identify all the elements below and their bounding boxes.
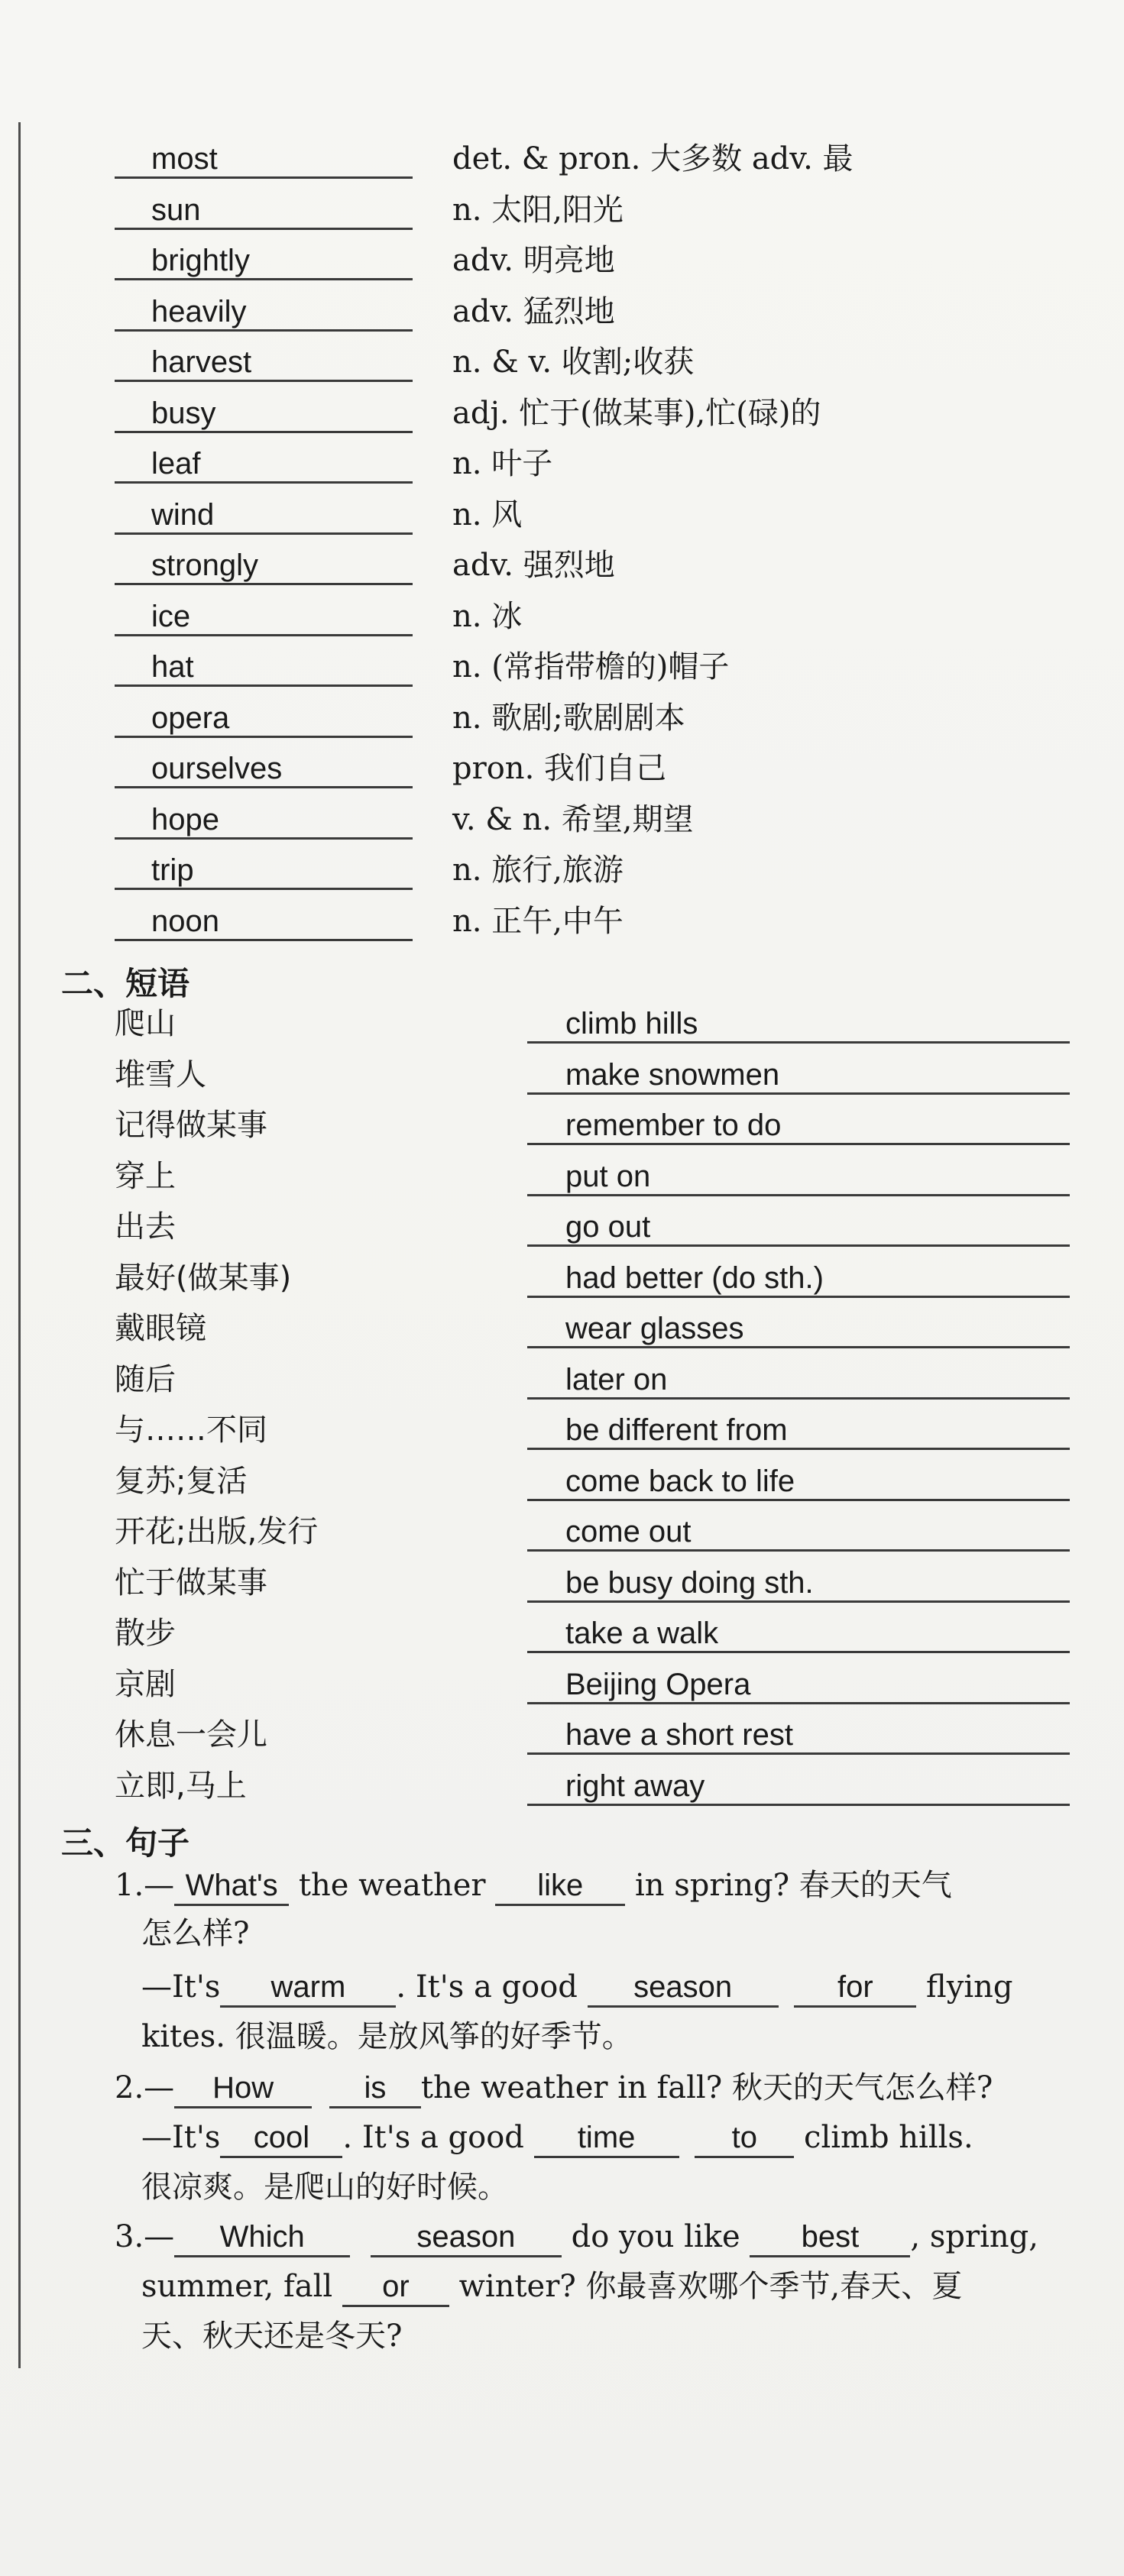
phrase-row	[0, 1662, 1124, 1713]
phrase-english: be different from	[527, 1410, 1070, 1450]
vocab-row	[0, 441, 1124, 492]
phrase-row	[0, 1102, 1124, 1154]
answer-blank: season	[588, 1969, 779, 2008]
phrase-row	[0, 1052, 1124, 1103]
phrase-english: had better (do sth.)	[527, 1258, 1070, 1298]
sentence-number: 2.—	[115, 2070, 175, 2105]
phrase-chinese: 忙于做某事	[115, 1565, 267, 1600]
vocab-row	[0, 238, 1124, 289]
phrase-chinese: 穿上	[115, 1158, 176, 1194]
phrase-english: come back to life	[527, 1461, 1070, 1501]
phrase-row	[0, 1610, 1124, 1662]
phrase-chinese: 随后	[115, 1361, 176, 1397]
sentence-3-line-3	[141, 2315, 402, 2358]
phrase-english: Beijing Opera	[527, 1665, 1070, 1704]
vocab-word: most	[115, 139, 413, 179]
phrase-english: make snowmen	[527, 1055, 1070, 1095]
phrase-english: have a short rest	[527, 1715, 1070, 1755]
vocab-row	[0, 187, 1124, 238]
vocab-word: trip	[115, 850, 413, 890]
phrase-chinese: 最好(做某事)	[115, 1260, 292, 1296]
answer-blank: like	[495, 1867, 625, 1906]
vocab-word: sun	[115, 190, 413, 230]
vocab-row	[0, 542, 1124, 594]
sentence-text: 天、秋天还是冬天?	[141, 2319, 403, 2354]
vocab-row	[0, 898, 1124, 950]
phrase-english: later on	[527, 1360, 1070, 1400]
sentence-text: do you like	[571, 2219, 740, 2254]
vocab-definition: v. & n. 希望,期望	[452, 801, 694, 837]
sentence-text: . It's a good	[342, 2120, 524, 2155]
sentence-text: 怎么样?	[141, 1916, 250, 1951]
vocab-definition: adv. 明亮地	[452, 243, 615, 278]
sentence-2-line-1	[115, 2066, 993, 2109]
phrase-chinese: 出去	[115, 1209, 176, 1244]
vocab-definition: n. & v. 收割;收获	[452, 345, 695, 380]
sentence-1-line-4	[141, 2015, 633, 2058]
vocab-definition: det. & pron. 大多数 adv. 最	[452, 141, 854, 176]
vocab-definition: pron. 我们自己	[452, 751, 666, 786]
sentence-2-line-3	[141, 2166, 508, 2209]
vocab-row	[0, 644, 1124, 695]
sentence-text: , spring,	[910, 2219, 1038, 2254]
vocab-definition: adv. 猛烈地	[452, 293, 615, 329]
phrase-chinese: 京剧	[115, 1666, 176, 1702]
sentence-text: the weather in fall? 秋天的天气怎么样?	[420, 2070, 993, 2105]
answer-blank: Which	[174, 2218, 350, 2257]
vocab-word: noon	[115, 901, 413, 941]
sentence-1-line-1	[115, 1864, 952, 1907]
vocab-word: opera	[115, 698, 413, 738]
phrase-chinese: 散步	[115, 1616, 176, 1651]
vocab-word: harvest	[115, 342, 413, 382]
vocab-definition: n. 正午,中午	[452, 903, 624, 939]
sentence-text: in spring? 春天的天气	[634, 1868, 952, 1903]
sentence-1-line-3	[141, 1966, 1012, 2008]
answer-blank: best	[750, 2218, 910, 2257]
phrase-row	[0, 1357, 1124, 1408]
sentence-text: winter? 你最喜欢哪个季节,春天、夏	[458, 2269, 963, 2304]
phrase-english: be busy doing sth.	[527, 1563, 1070, 1603]
phrase-row	[0, 1712, 1124, 1763]
phrase-chinese: 爬山	[115, 1006, 176, 1041]
phrase-row	[0, 1306, 1124, 1357]
vocab-row	[0, 492, 1124, 543]
phrase-chinese: 休息一会儿	[115, 1717, 267, 1752]
vocab-row	[0, 136, 1124, 187]
vocab-definition: adv. 强烈地	[452, 548, 615, 583]
phrase-chinese: 戴眼镜	[115, 1311, 206, 1346]
phrase-row	[0, 1407, 1124, 1458]
sentence-text: 很凉爽。是爬山的好时候。	[141, 2170, 508, 2205]
phrase-row	[0, 1204, 1124, 1255]
vocab-row	[0, 746, 1124, 797]
vocab-definition: n. 风	[452, 497, 523, 532]
answer-blank: for	[794, 1969, 916, 2008]
vocab-row	[0, 594, 1124, 645]
sentence-text: —It's	[141, 2120, 221, 2155]
section-title-sentences: 三、句子	[61, 1824, 190, 1862]
vocab-word: hat	[115, 647, 413, 687]
answer-blank: to	[695, 2119, 794, 2158]
vocab-word: strongly	[115, 545, 413, 585]
phrase-chinese: 复苏;复活	[115, 1463, 248, 1499]
sentence-text: . It's a good	[396, 1969, 578, 2005]
sentence-3-line-1	[115, 2215, 1038, 2258]
vocab-row	[0, 339, 1124, 390]
phrase-english: right away	[527, 1766, 1070, 1806]
vocab-definition: n. 叶子	[452, 446, 553, 481]
vocab-row	[0, 289, 1124, 340]
sentence-text: —It's	[141, 1969, 221, 2005]
sentence-3-line-2	[141, 2265, 962, 2308]
vocab-definition: n. 太阳,阳光	[452, 192, 624, 228]
phrase-row	[0, 1458, 1124, 1510]
vocab-row	[0, 797, 1124, 848]
phrase-chinese: 开花;出版,发行	[115, 1514, 319, 1549]
answer-blank: cool	[220, 2119, 342, 2158]
phrase-english: take a walk	[527, 1613, 1070, 1653]
answer-blank: What's	[174, 1867, 289, 1906]
vocab-word: busy	[115, 393, 413, 433]
sentence-text: climb hills.	[804, 2120, 973, 2155]
phrase-english: climb hills	[527, 1004, 1070, 1044]
vocab-word: hope	[115, 800, 413, 840]
sentence-number: 3.—	[115, 2219, 175, 2254]
phrase-row	[0, 1560, 1124, 1611]
vocab-word: brightly	[115, 241, 413, 280]
vocab-word: wind	[115, 495, 413, 535]
vocab-word: heavily	[115, 292, 413, 332]
answer-blank: warm	[220, 1969, 396, 2008]
vocab-word: ourselves	[115, 749, 413, 788]
vocab-definition: n. 歌剧;歌剧剧本	[452, 700, 685, 736]
answer-blank: is	[329, 2070, 421, 2108]
phrase-english: go out	[527, 1207, 1070, 1247]
vocabulary-list	[0, 136, 1124, 949]
sentence-text: summer, fall	[141, 2269, 333, 2304]
section-title-phrases: 二、短语	[61, 965, 190, 1002]
phrase-row	[0, 1255, 1124, 1306]
vocab-row	[0, 847, 1124, 898]
sentence-text: flying	[926, 1969, 1013, 2005]
phrase-english: remember to do	[527, 1105, 1070, 1145]
phrase-row	[0, 1001, 1124, 1052]
vocab-definition: adj. 忙于(做某事),忙(碌)的	[452, 395, 821, 431]
answer-blank: How	[174, 2070, 312, 2108]
vocab-word: leaf	[115, 444, 413, 484]
answer-blank: season	[371, 2218, 562, 2257]
sentence-text: the weather	[298, 1868, 486, 1903]
phrase-row	[0, 1154, 1124, 1205]
phrase-chinese: 立即,马上	[115, 1768, 247, 1804]
vocab-definition: n. 冰	[452, 598, 523, 634]
phrase-chinese: 堆雪人	[115, 1057, 206, 1092]
vocab-word: ice	[115, 597, 413, 636]
vocab-definition: n. (常指带檐的)帽子	[452, 649, 730, 684]
phrase-row	[0, 1509, 1124, 1560]
vocab-definition: n. 旅行,旅游	[452, 853, 624, 888]
sentence-2-line-2	[141, 2116, 973, 2159]
answer-blank: or	[342, 2268, 449, 2307]
vocab-row	[0, 695, 1124, 746]
phrase-row	[0, 1763, 1124, 1814]
phrase-chinese: 与……不同	[115, 1413, 267, 1448]
phrase-english: wear glasses	[527, 1309, 1070, 1348]
phrase-english: put on	[527, 1157, 1070, 1196]
answer-blank: time	[534, 2119, 679, 2158]
sentence-text: kites. 很温暖。是放风筝的好季节。	[141, 2019, 633, 2054]
phrase-list	[0, 1001, 1124, 1814]
sentence-number: 1.—	[115, 1868, 175, 1903]
phrase-english: come out	[527, 1512, 1070, 1552]
sentence-1-line-2	[141, 1912, 249, 1955]
phrase-chinese: 记得做某事	[115, 1108, 267, 1143]
vocab-row	[0, 390, 1124, 442]
